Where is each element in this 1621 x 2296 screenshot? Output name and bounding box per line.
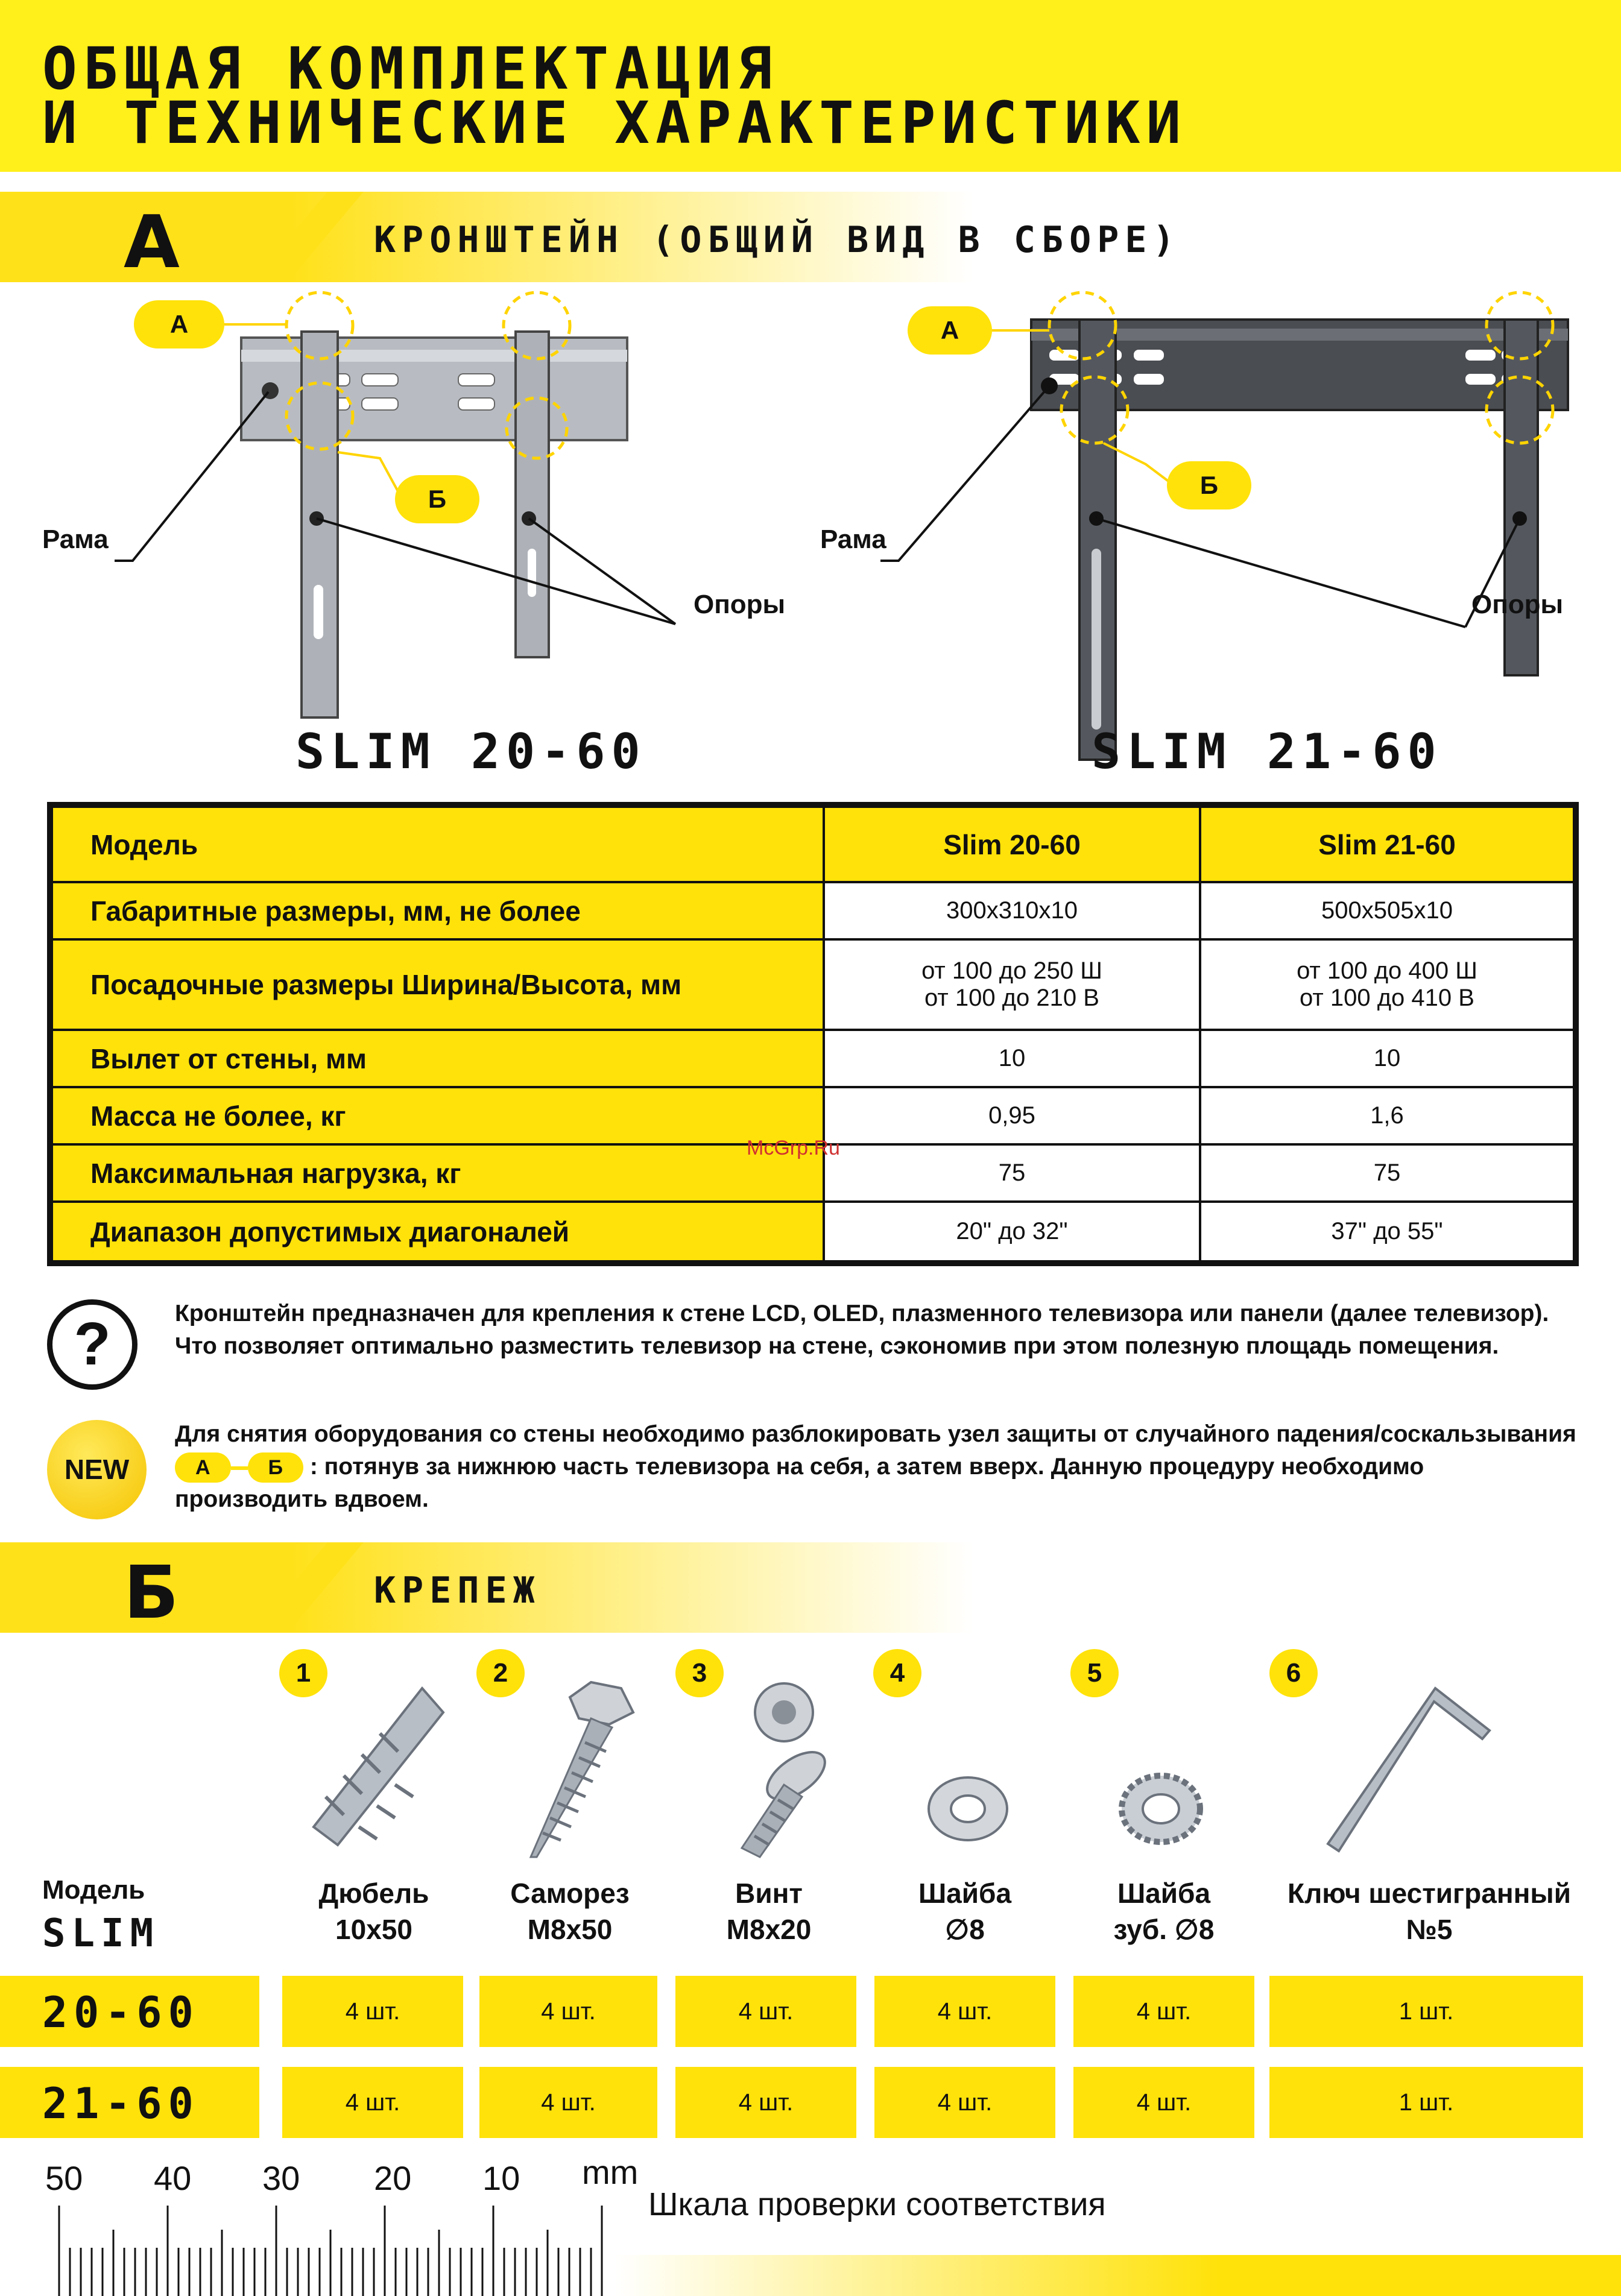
row-value: 37" до 55" — [1199, 1203, 1573, 1260]
callout-a-left: А — [134, 300, 224, 348]
section-a-letter: A — [124, 201, 180, 285]
item-name-2: Саморез M8x50 — [510, 1878, 630, 1945]
table-row — [53, 1031, 1573, 1088]
scale-number: 50 — [45, 2159, 83, 2197]
section-b-header — [0, 1542, 1621, 1633]
row-label: Габаритные размеры, мм, не более — [53, 883, 825, 938]
row-model-21-60: 21-60 — [0, 2067, 259, 2138]
spec-header-label: Модель — [53, 808, 825, 881]
row-value: 20" до 32" — [956, 1218, 1068, 1244]
item-name-3: Винт M8x20 — [726, 1878, 812, 1945]
table-row — [53, 883, 1573, 941]
spec-table-header — [53, 808, 1573, 883]
scale-number: 40 — [154, 2159, 192, 2197]
qty-cell: 4 шт. — [479, 2067, 657, 2138]
item-number-3: 3 — [675, 1649, 724, 1697]
qty-cell: 4 шт. — [282, 2067, 463, 2138]
row-value: 0,95 — [988, 1102, 1035, 1129]
table-row — [53, 941, 1573, 1031]
question-icon: ? — [47, 1299, 137, 1390]
qty-cell: 4 шт. — [1073, 1976, 1254, 2047]
section-b-letter: Б — [124, 1551, 179, 1635]
scale-number: 20 — [374, 2159, 412, 2197]
qty-cell: 4 шт. — [479, 1976, 657, 2047]
scale-caption: Шкала проверки соответствия — [648, 2186, 1106, 2222]
screw-icon — [501, 1676, 651, 1869]
watermark: McGrp.Ru — [747, 1137, 840, 1159]
model-caption-right: SLIM 21-60 — [1092, 724, 1442, 780]
row-label: Масса не более, кг — [53, 1088, 825, 1143]
row-value: 500x505x10 — [1199, 883, 1573, 938]
qty-cell: 1 шт. — [1269, 2067, 1583, 2138]
qty-cell: 4 шт. — [675, 1976, 856, 2047]
row-value: 10 — [1199, 1031, 1573, 1086]
item-name-6: Ключ шестигранный №5 — [1288, 1878, 1571, 1945]
row-label: Вылет от стены, мм — [53, 1031, 825, 1086]
callout-b-right: Б — [1167, 461, 1251, 509]
row-label: Максимальная нагрузка, кг — [53, 1146, 825, 1200]
note-removal: Для снятия оборудования со стены необходимо разблокировать узел защиты от случайного падения/соскальзывания А Б : потянув за нижнюю часть телевизора на себя, а затем вверх. Данную процедуру необходимо производить вдвоем. — [175, 1421, 1576, 1512]
scale-number: 30 — [262, 2159, 300, 2197]
dowel-icon — [302, 1676, 452, 1857]
qty-cell: 4 шт. — [675, 2067, 856, 2138]
item-number-5: 5 — [1070, 1649, 1119, 1697]
spec-header-col2: Slim 21-60 — [1199, 808, 1573, 881]
item-number-6: 6 — [1269, 1649, 1318, 1697]
row-value: 300x310x10 — [946, 897, 1078, 924]
item-number-2: 2 — [476, 1649, 525, 1697]
bolt-icon — [712, 1676, 844, 1869]
row-value: 75 — [1199, 1146, 1573, 1200]
model-caption-left: SLIM 20-60 — [295, 724, 646, 780]
item-name-1: Дюбель 10x50 — [318, 1878, 429, 1945]
qty-cell: 4 шт. — [874, 2067, 1055, 2138]
spec-header-col1: Slim 20-60 — [825, 808, 1199, 881]
page-title-line1: ОБЩАЯ КОМПЛЕКТАЦИЯ — [42, 35, 779, 102]
row-value: 75 — [998, 1159, 1026, 1186]
page-title-line2: И ТЕХНИЧЕСКИЕ ХАРАКТЕРИСТИКИ — [42, 89, 1187, 157]
frame-label-left: Рама — [42, 525, 109, 554]
item-name-5: Шайба зуб. ∅8 — [1113, 1878, 1215, 1945]
qty-cell: 4 шт. — [874, 1976, 1055, 2047]
bracket-slim-21-60-image — [808, 283, 1610, 766]
qty-cell: 4 шт. — [1073, 2067, 1254, 2138]
pill-b-inline: Б — [248, 1452, 303, 1483]
frame-label-right: Рама — [820, 525, 886, 554]
callout-a-right: А — [908, 306, 992, 355]
callout-b-left: Б — [395, 475, 479, 523]
model-label: Модель — [42, 1875, 145, 1905]
row-value: 1,6 — [1199, 1088, 1573, 1143]
washer-icon — [917, 1773, 1019, 1845]
row-model-20-60: 20-60 — [0, 1976, 259, 2047]
row-label: Диапазон допустимых диагоналей — [53, 1203, 825, 1260]
scale-number: 10 — [482, 2159, 520, 2197]
pill-a-inline: А — [175, 1452, 231, 1483]
row-value: от 100 до 400 Ш от 100 до 410 В — [1199, 941, 1573, 1029]
qty-cell: 4 шт. — [282, 1976, 463, 2047]
note-purpose: Кронштейн предназначен для крепления к стене LCD, OLED, плазменного телевизора или панели (далее телевизор). Что позволяет оптимально разместить телевизор на стене, сэкономив при этом полезную площадь помещения. — [175, 1301, 1549, 1359]
new-badge: NEW — [47, 1420, 147, 1519]
section-a-title: КРОНШТЕЙН (ОБЩИЙ ВИД В СБОРЕ) — [374, 219, 1181, 261]
toothed-washer-icon — [1110, 1770, 1212, 1848]
scale-unit: mm — [582, 2153, 639, 2191]
supports-label-right: Опоры — [1471, 590, 1564, 619]
hex-key-icon — [1315, 1676, 1532, 1869]
measurement-scale — [54, 2201, 615, 2296]
model-series: SLIM — [42, 1911, 160, 1956]
section-a-header — [0, 192, 1621, 285]
row-label: Посадочные размеры Ширина/Высота, мм — [53, 941, 825, 1029]
spec-table — [47, 802, 1579, 1266]
item-name-4: Шайба ∅8 — [918, 1878, 1012, 1945]
bracket-slim-20-60-image — [36, 283, 820, 766]
qty-cell: 1 шт. — [1269, 1976, 1583, 2047]
row-value: 10 — [998, 1045, 1026, 1071]
item-number-1: 1 — [279, 1649, 327, 1697]
supports-label-left: Опоры — [694, 590, 786, 619]
section-b-title: КРЕПЕЖ — [374, 1569, 541, 1612]
table-row — [53, 1203, 1573, 1260]
bottom-band — [615, 2255, 1621, 2296]
page-header — [0, 0, 1621, 172]
item-number-4: 4 — [873, 1649, 921, 1697]
row-value: от 100 до 250 Ш от 100 до 210 В — [921, 957, 1102, 1011]
